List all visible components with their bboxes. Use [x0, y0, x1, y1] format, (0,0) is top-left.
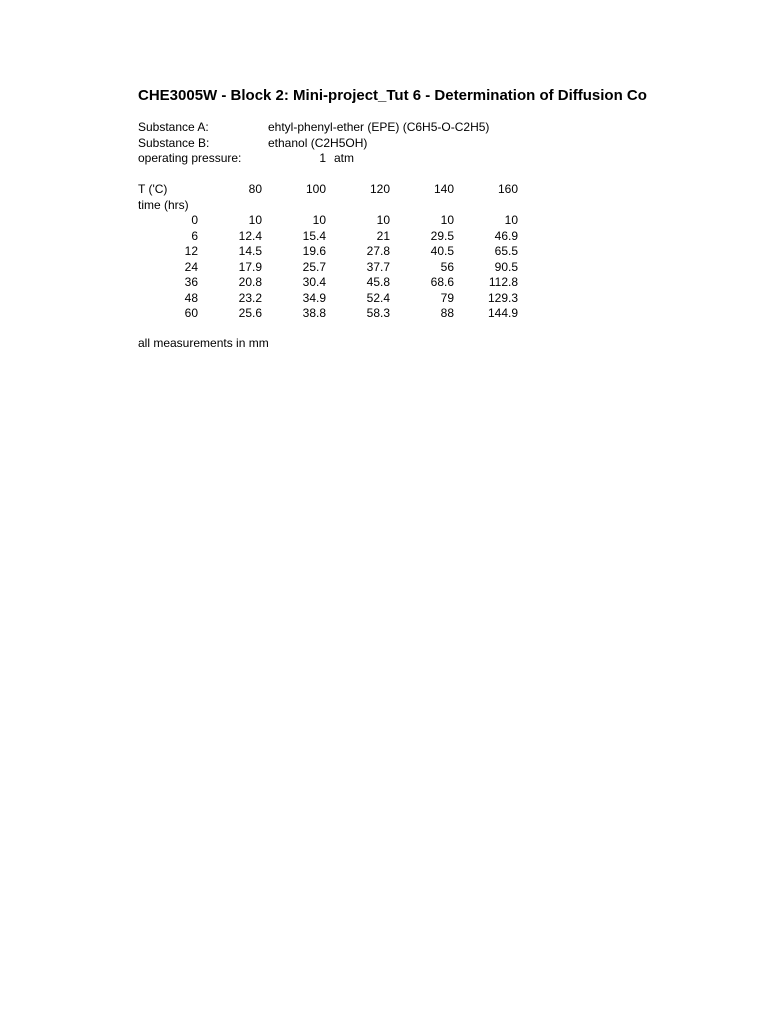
time-cell: 0	[191, 213, 198, 227]
time-label: time (hrs)	[138, 197, 189, 212]
value-cell: 129.3	[487, 290, 518, 305]
time-header-row	[138, 198, 518, 214]
table-row	[138, 229, 518, 245]
measurement-note: all measurements in mm	[138, 336, 269, 350]
table-row	[138, 260, 518, 276]
substance-a-label: Substance A:	[138, 120, 209, 134]
measurement-table	[138, 182, 518, 322]
operating-pressure-unit: atm	[334, 151, 355, 165]
operating-pressure-label: operating pressure:	[138, 151, 242, 165]
temperature-header: 120	[369, 182, 390, 196]
value-cell: 68.6	[430, 275, 454, 289]
value-cell: 45.8	[366, 275, 390, 289]
value-cell: 37.7	[366, 259, 390, 274]
value-cell: 40.5	[430, 244, 454, 258]
value-cell: 21	[376, 228, 390, 243]
value-cell: 34.9	[302, 290, 326, 305]
time-cell: 36	[184, 275, 198, 289]
substance-a-value: ehtyl-phenyl-ether (EPE) (C6H5-O-C2H5)	[268, 120, 490, 134]
value-cell: 30.4	[302, 275, 326, 289]
time-cell: 12	[184, 244, 198, 258]
value-cell: 19.6	[302, 244, 326, 258]
temperature-header: 100	[305, 182, 326, 196]
value-cell: 56	[440, 259, 454, 274]
temperature-header: 160	[497, 182, 518, 196]
table-row	[138, 244, 518, 260]
time-cell: 60	[184, 306, 198, 320]
value-cell: 10	[504, 213, 518, 227]
value-cell: 46.9	[494, 228, 518, 243]
operating-pressure-value: 1	[319, 151, 326, 165]
value-cell: 52.4	[366, 290, 390, 305]
value-cell: 25.6	[238, 306, 262, 320]
value-cell: 65.5	[494, 244, 518, 258]
value-cell: 23.2	[238, 290, 262, 305]
time-cell: 6	[191, 228, 198, 243]
value-cell: 17.9	[238, 259, 262, 274]
value-cell: 29.5	[430, 228, 454, 243]
value-cell: 25.7	[302, 259, 326, 274]
value-cell: 38.8	[302, 306, 326, 320]
table-row	[138, 275, 518, 291]
value-cell: 90.5	[494, 259, 518, 274]
temperature-header-row	[138, 182, 518, 198]
temperature-label: T ('C)	[138, 182, 168, 196]
value-cell: 144.9	[487, 306, 518, 320]
substance-b-value: ethanol (C2H5OH)	[268, 135, 368, 150]
value-cell: 10	[376, 213, 390, 227]
time-cell: 48	[184, 290, 198, 305]
value-cell: 10	[440, 213, 454, 227]
value-cell: 12.4	[238, 228, 262, 243]
time-cell: 24	[184, 259, 198, 274]
value-cell: 10	[312, 213, 326, 227]
value-cell: 112.8	[488, 275, 518, 289]
substance-b-label: Substance B:	[138, 135, 210, 150]
value-cell: 88	[440, 306, 454, 320]
temperature-header: 80	[248, 182, 262, 196]
table-row	[138, 213, 518, 229]
table-row	[138, 291, 518, 307]
table-row	[138, 306, 518, 322]
value-cell: 14.5	[238, 244, 262, 258]
value-cell: 15.4	[302, 228, 326, 243]
value-cell: 79	[440, 290, 454, 305]
value-cell: 27.8	[366, 244, 390, 258]
value-cell: 58.3	[366, 306, 390, 320]
value-cell: 10	[248, 213, 262, 227]
temperature-header: 140	[433, 182, 454, 196]
page-title: CHE3005W - Block 2: Mini-project_Tut 6 - Determination of Diffusion Co	[138, 87, 647, 104]
value-cell: 20.8	[238, 275, 262, 289]
